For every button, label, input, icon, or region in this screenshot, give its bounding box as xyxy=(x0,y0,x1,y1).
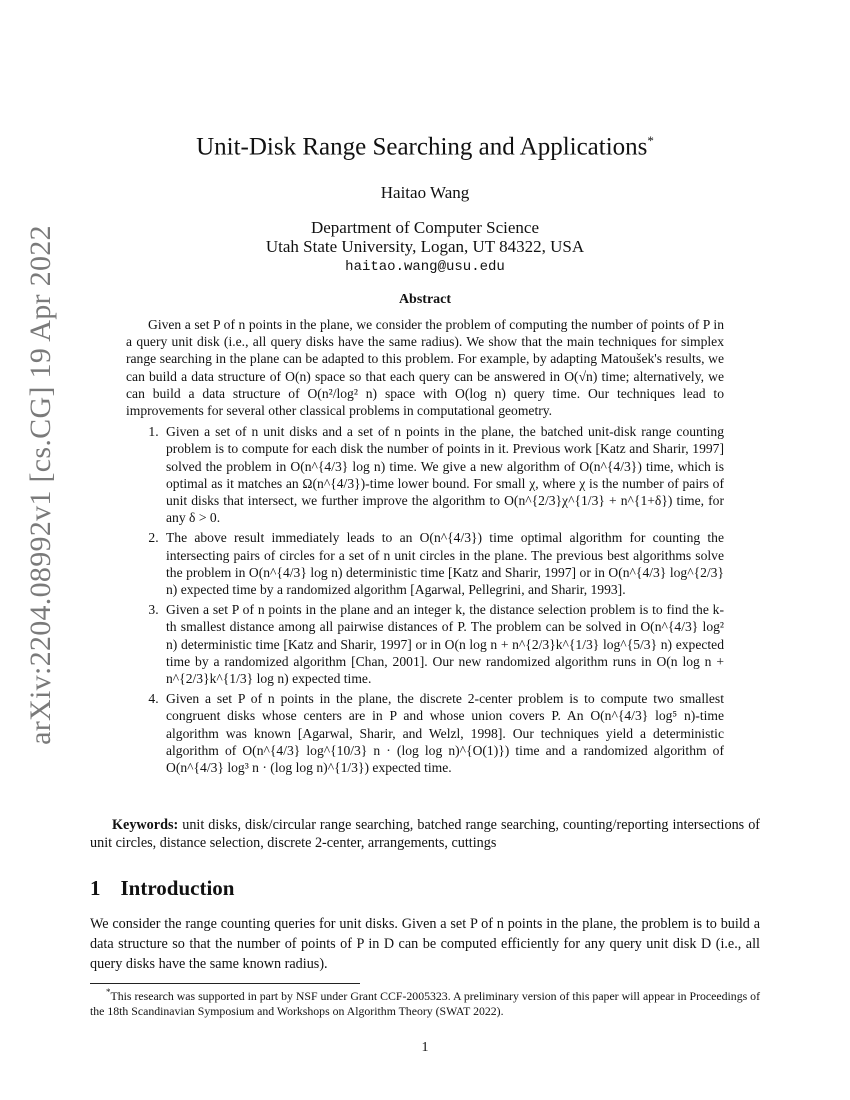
footnote-text: This research was supported in part by NSF under Grant CCF-2005323. A preliminary version of this paper will appear in Proceedings of the 18th Scandinavian Symposium and Workshops on Algorithm Theory (SWAT 2022). xyxy=(90,988,760,1018)
abstract-heading: Abstract xyxy=(398,292,452,307)
contribution-list xyxy=(126,423,724,776)
contribution-item-2: 2. The above result immediately leads to an O(n^{4/3}) time optimal algorithm for counting the intersecting pairs of circles for a set of n unit circles in the plane. The previous best algorithms solve the problem in O(n^{4/3} log n) deterministic time [Katz and Sharir, 1997] or in O(n^{4/3} log^{2/3} n) expected time by a randomized algorithm [Agarwal, Pellegrini, and Sharir, 1993]. xyxy=(162,529,724,598)
arxiv-sidebar-stamp xyxy=(20,225,62,745)
author-email: haitao.wang@usu.edu xyxy=(345,259,505,275)
contribution-item-1: 1. Given a set of n unit disks and a set of n points in the plane, the batched unit-disk range counting problem is to compute for each disk the number of points in it. Previous work [Katz and Sharir, 1997] solved the problem in O(n^{4/3} log n) time. We give a new algorithm of O(n^{4/3}) time, which is optimal as it matches an Ω(n^{4/3})-time lower bound. For small χ, where χ is the number of pairs of unit disks that intersect, we further improve the algorithm to O(n^{2/3}χ^{1/3} + n^{1+δ}) time, for any δ > 0. xyxy=(162,423,724,526)
abstract-body xyxy=(126,316,724,779)
section-number: 1 xyxy=(90,876,101,900)
section-title: Introduction xyxy=(120,876,235,900)
page-number: 1 xyxy=(421,1040,429,1055)
footnote-marker: * xyxy=(106,987,111,997)
footnote-rule xyxy=(90,983,360,984)
title-footnote-marker: * xyxy=(647,133,654,148)
keywords-text: unit disks, disk/circular range searching, batched range searching, counting/reporting intersections of unit circles, distance selection, discrete 2-center, arrangements, cuttings xyxy=(90,817,761,851)
arxiv-id-text: arXiv:2204.08992v1 [cs.CG] 19 Apr 2022 xyxy=(24,225,57,745)
author-name: Haitao Wang xyxy=(380,183,470,202)
contribution-item-4: 4. Given a set P of n points in the plane, the discrete 2-center problem is to compute two smallest congruent disks whose centers are in P and whose union covers P. An O(n^{4/3} log⁵ n)-time algorithm was known [Agarwal, Sharir, and Welzl, 1998]. Our techniques yield a deterministic algorithm of O(n^{4/3} log^{10/3} n · (log log n)^{O(1)}) time and a randomized algorithm of O(n^{4/3} log³ n · (log log n)^{1/3}) expected time. xyxy=(162,690,724,776)
keywords-block xyxy=(90,816,760,852)
title-text: Unit-Disk Range Searching and Applications xyxy=(196,133,648,161)
affiliation-university: Utah State University, Logan, UT 84322, USA xyxy=(265,237,585,256)
footnote xyxy=(90,985,760,1019)
section-heading-introduction xyxy=(90,876,234,901)
introduction-paragraph: We consider the range counting queries for unit disks. Given a set P of n points in the plane, the problem is to build a data structure so that the number of points of P in D can be computed efficiently for any query unit disk D (i.e., all query disks have the same known radius). xyxy=(90,916,760,972)
abstract-intro: Given a set P of n points in the plane, we consider the problem of computing the number of points of P in a query unit disk (i.e., all query disks have the same radius). We show that the main techniques for simplex range searching in the plane can be adapted to this problem. For example, by adapting Matoušek's results, we can build a data structure of O(n) space so that each query can be answered in O(√n) time; alternatively, we can build a data structure of O(n²/log² n) space with O(log n) query time. Our techniques lead to improvements for several other classical problems in computational geometry. xyxy=(126,317,724,419)
paper-title xyxy=(0,133,850,161)
keywords-label: Keywords: xyxy=(112,817,179,833)
contribution-item-3: 3. Given a set P of n points in the plane and an integer k, the distance selection problem is to find the k-th smallest distance among all pairwise distances of P. The problem can be solved in O(n^{4/3} log² n) deterministic time [Katz and Sharir, 1997] or in O(n log n + n^{2/3}k^{1/3} log^{5/3} n) expected time by a randomized algorithm [Chan, 2001]. Our new randomized algorithm runs in O(n log n + n^{2/3}k^{1/3} log n) expected time. xyxy=(162,601,724,687)
affiliation-department: Department of Computer Science xyxy=(310,218,539,237)
